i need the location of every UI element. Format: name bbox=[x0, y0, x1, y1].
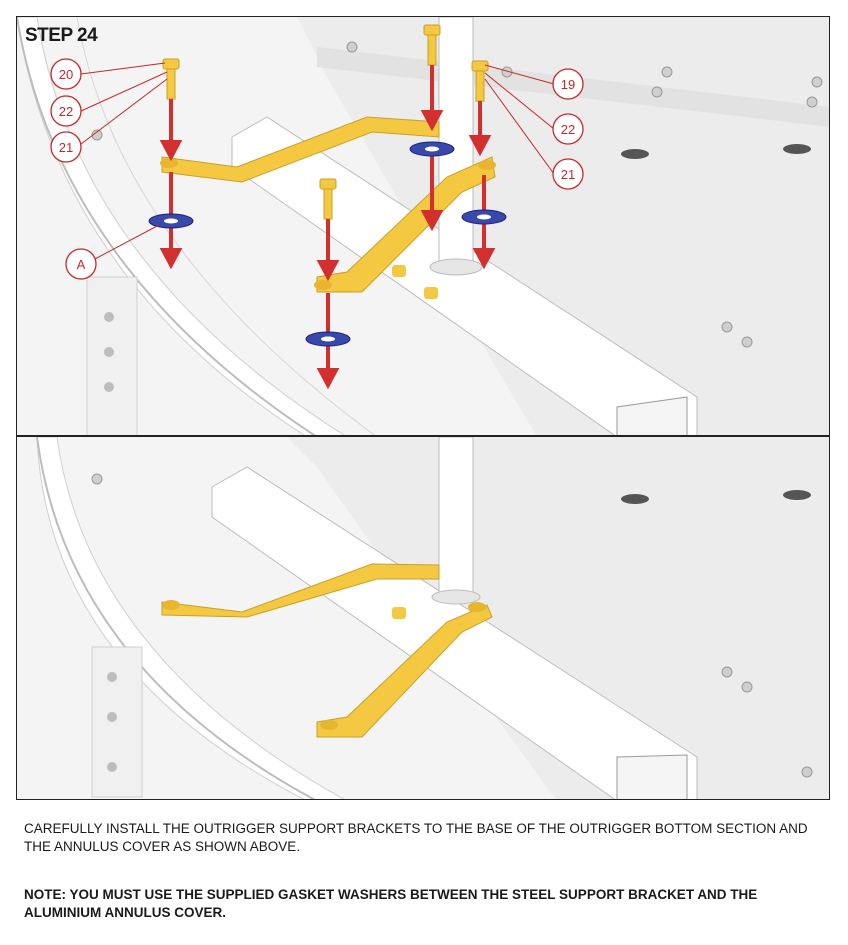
exploded-view-illustration bbox=[17, 17, 830, 436]
callout-a-text: A bbox=[76, 257, 86, 272]
bolt-middle bbox=[320, 179, 336, 189]
outrigger-pole bbox=[439, 17, 473, 267]
callout-22-right-text: 22 bbox=[560, 122, 576, 137]
assembled-view-illustration bbox=[17, 437, 830, 800]
callout-22-left-text: 22 bbox=[58, 104, 74, 119]
post-structure bbox=[87, 277, 137, 436]
cover-hole bbox=[783, 144, 811, 154]
assembled-view-panel bbox=[16, 436, 830, 800]
bolt-top bbox=[424, 25, 440, 35]
callout-19-text: 19 bbox=[560, 77, 576, 92]
step-title: STEP 24 bbox=[25, 25, 98, 46]
bolt-20 bbox=[163, 59, 179, 69]
instruction-text: CAREFULLY INSTALL THE OUTRIGGER SUPPORT BRACKETS TO THE BASE OF THE OUTRIGGER BOTTOM SECTION AND THE ANNULUS COVER AS SHOWN ABOVE. bbox=[24, 821, 808, 854]
gasket-warning-note: NOTE: YOU MUST USE THE SUPPLIED GASKET WASHERS BETWEEN THE STEEL SUPPORT BRACKET AND THE ALUMINIUM ANNULUS COVER. bbox=[24, 887, 758, 920]
callout-20-text: 20 bbox=[58, 67, 74, 82]
cover-hole bbox=[621, 149, 649, 159]
callout-21-left-text: 21 bbox=[58, 140, 74, 155]
callout-21-right-text: 21 bbox=[560, 167, 576, 182]
exploded-view-panel bbox=[16, 16, 830, 436]
bolt-19 bbox=[472, 61, 488, 71]
